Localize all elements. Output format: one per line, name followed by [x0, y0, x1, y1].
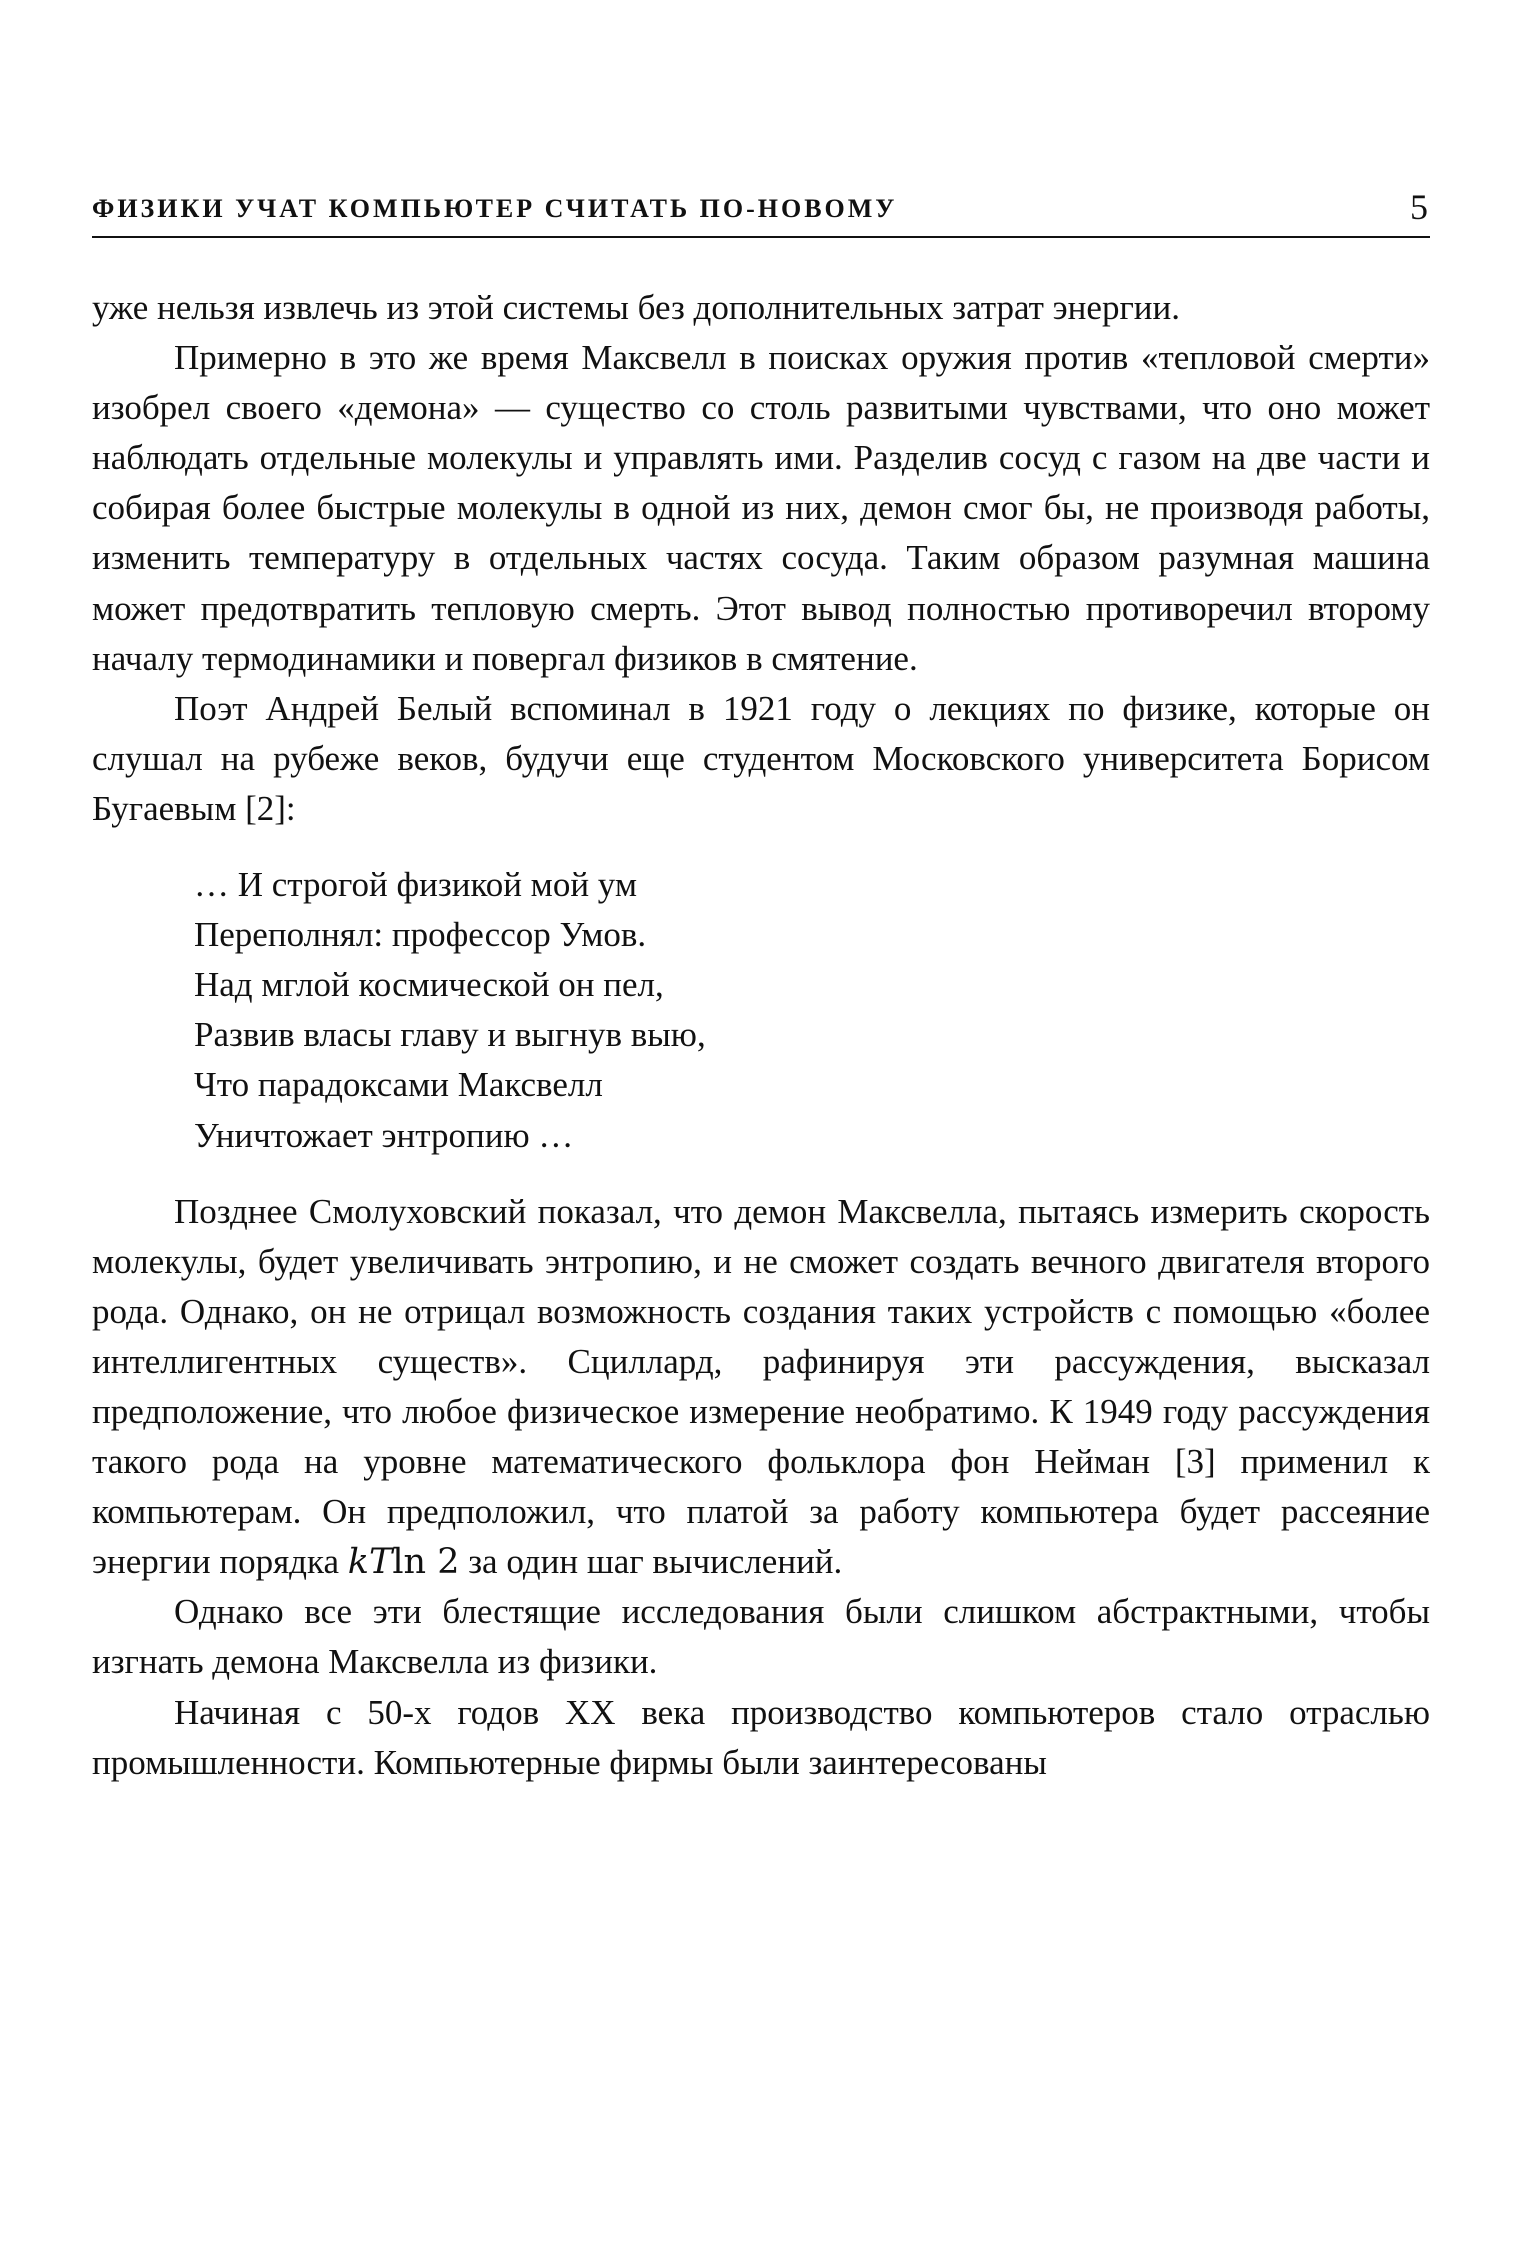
paragraph-maxwell-demon: Примерно в это же время Максвелл в поисках оружия против «тепловой смерти» изобрел своего «демона» — существо со столь развитыми чувствами, что оно может наблюдать отдельные молекулы и управлять ими. Разделив сосуд с газом на две части и собирая более быстрые молекулы в одной из них, демон смог бы, не производя работы, изменить температуру в отдельных частях сосуда. Таким образом разумная машина может предотвратить тепловую смерть. Этот вывод полностью противоречил второму началу термодинамики и повергал физиков в смятение. [92, 338, 1430, 678]
poem-line: Над мглой космической он пел, [194, 965, 664, 1005]
poem-line: Развив власы главу и выгнув выю, [194, 1015, 706, 1055]
poem-line: Переполнял: профессор Умов. [194, 915, 647, 955]
paragraph-andrei-bely: Поэт Андрей Белый вспоминал в 1921 году о лекциях по физике, которые он слушал на рубеже веков, будучи еще студентом Московского университета Борисом Бугаевым [2]: [92, 688, 1430, 828]
poem-line: … И строгой физикой мой ум [194, 865, 637, 905]
poem-line: Что парадоксами Максвелл [194, 1065, 603, 1105]
paragraph-smoluchowski-end: за один шаг вычислений. [468, 1542, 843, 1582]
poem-quote [92, 860, 1430, 1161]
formula-kt-ln2 [348, 1542, 460, 1582]
formula-k: k [347, 1542, 369, 1583]
paragraph-smoluchowski-text: Позднее Смолуховский показал, что демон Максвелла, пытаясь измерить скорость молекулы, будет увеличивать энтропию, и не сможет создать вечного двигателя второго рода. Однако, он не отрицал возможность создания таких устройств с помощью «более интеллигентных существ». Сциллард, рафинируя эти рассуждения, высказал предположение, что любое физическое измерение необратимо. К 1949 году рассуждения такого рода на уровне математического фольклора фон Нейман [3] применил к компьютерам. Он предположил, что платой за работу компьютера будет рассеяние энергии порядка [92, 1191, 1430, 1582]
paragraph-smoluchowski [92, 1187, 1430, 1588]
running-header [92, 186, 1430, 238]
formula-t: T [368, 1542, 393, 1583]
paragraph-continuation: уже нельзя извлечь из этой системы без дополнительных затрат энергии. [92, 288, 1181, 327]
page-number: 5 [1410, 187, 1428, 227]
formula-ln2: ln 2 [392, 1542, 460, 1583]
page [92, 0, 1430, 2246]
paragraph-computer-industry: Начиная с 50-х годов XX века производство компьютеров стало отраслью промышленности. Компьютерные фирмы были заинтересованы [92, 1692, 1430, 1782]
paragraph-abstract-research: Однако все эти блестящие исследования были слишком абстрактными, чтобы изгнать демона Максвелла из физики. [92, 1592, 1430, 1682]
body-text [92, 283, 1430, 1788]
running-title: ФИЗИКИ УЧАТ КОМПЬЮТЕР СЧИТАТЬ ПО-НОВОМУ [92, 194, 898, 223]
poem-line: Уничтожает энтропию … [194, 1115, 574, 1155]
